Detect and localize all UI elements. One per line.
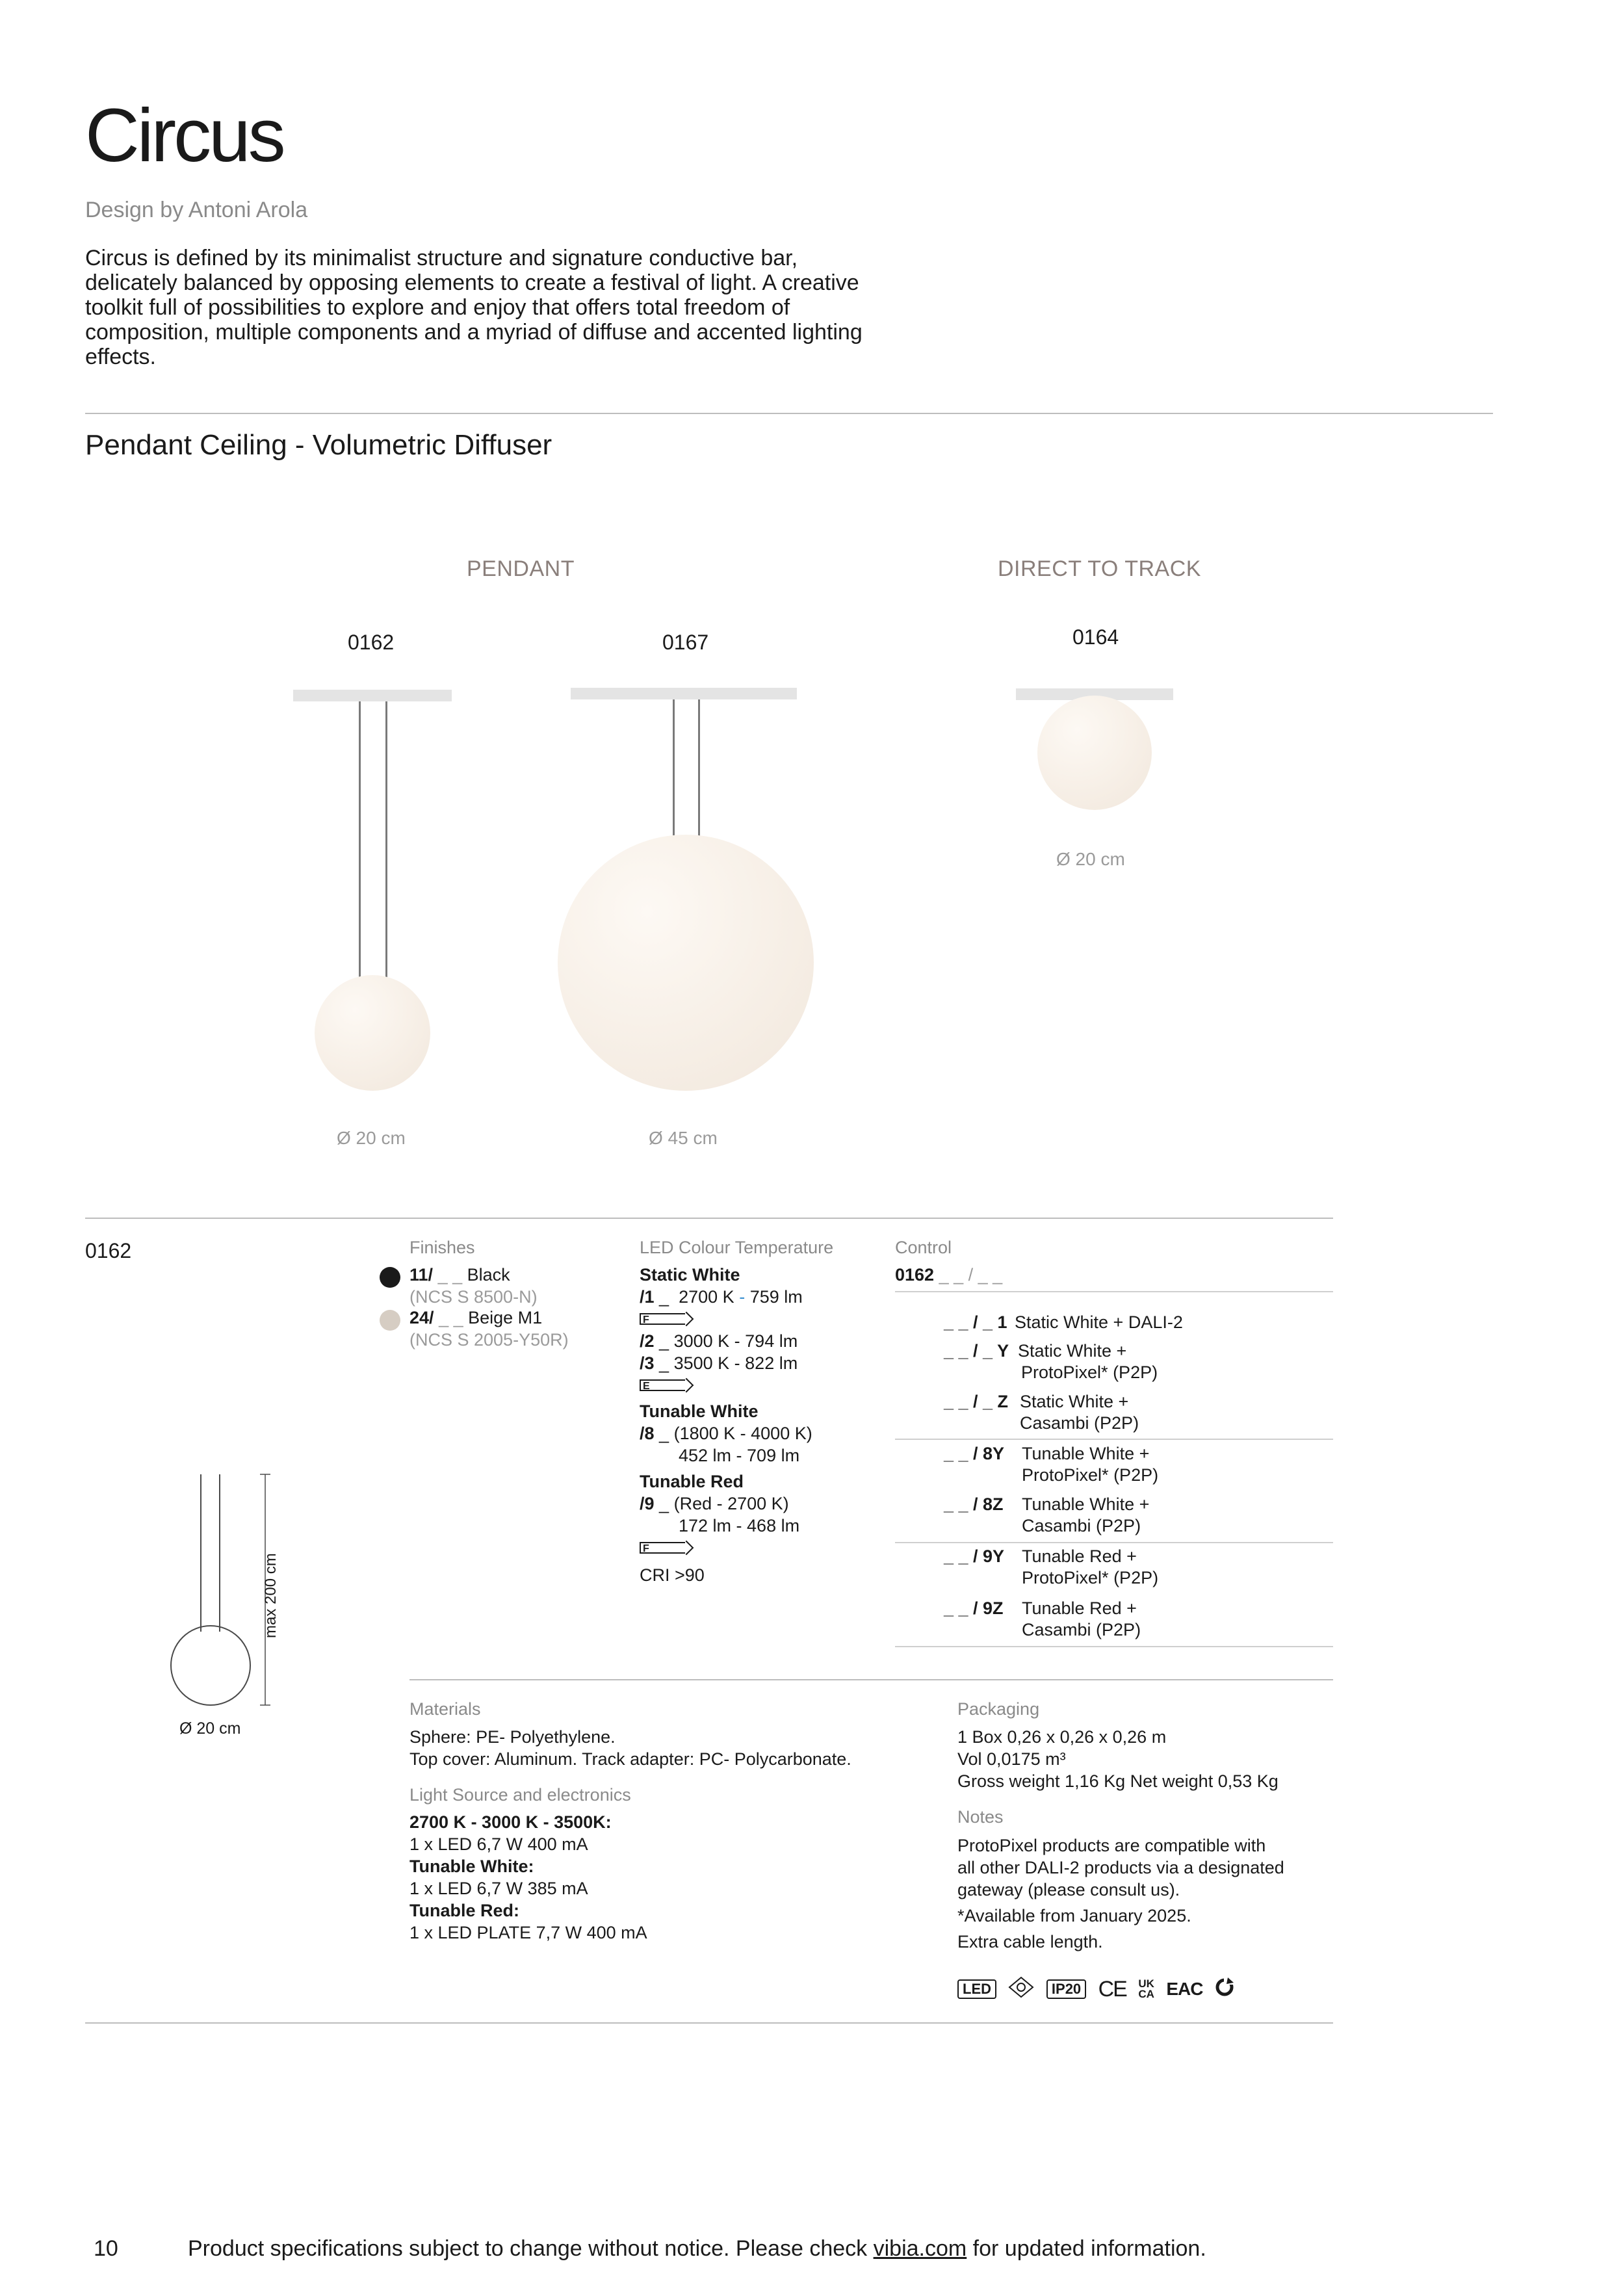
diameter-label: Ø 45 cm [649,1128,718,1148]
diameter-label: Ø 20 cm [1056,849,1125,869]
divider [409,1679,1333,1680]
sphere-diffuser [558,835,814,1091]
product-code-0167: 0167 [662,631,709,654]
designer-credit: Design by Antoni Arola [85,198,308,222]
led-cert-icon: LED [957,1979,996,1999]
product-code-0164: 0164 [1072,625,1119,649]
product-code-0162: 0162 [348,631,395,654]
energy-label-f: F [640,1313,693,1327]
ip20-cert-icon: IP20 [1046,1979,1086,1999]
divider [85,1218,1333,1219]
led-options: Static White /1 _ 2700 K - 759 lm F /2 _ 3000 K - 794 lm /3 _ 3500 K - 822 lm E Tunable White /8 _ (1800 K - 4000 K) 452 lm - 709 lm Tunable Red /9 _ (Red - 2700 K) 172 lm - 468 lm F CRI >90 [640,1265,812,1585]
ce-mark-icon: CE [1098,1976,1126,2002]
sphere-diffuser [315,975,430,1091]
drawing-sphere [171,1626,250,1705]
technical-drawing [162,1469,305,1742]
spec-product-code: 0162 [85,1239,132,1262]
drawing-diameter-label: Ø 20 cm [179,1719,241,1738]
light-source-text: 2700 K - 3000 K - 3500K: 1 x LED 6,7 W 400 mA Tunable White: 1 x LED 6,7 W 385 mA Tunable Red: 1 x LED PLATE 7,7 W 400 mA [409,1812,647,1942]
diameter-label: Ø 20 cm [337,1128,406,1148]
suspension-cable [359,701,361,981]
ukca-mark-icon: UK CA [1138,1977,1154,2000]
section-title: Pendant Ceiling - Volumetric Diffuser [85,429,552,461]
packaging-text: 1 Box 0,26 x 0,26 x 0,26 m Vol 0,0175 m³ Gross weight 1,16 Kg Net weight 0,53 Kg [957,1727,1279,1791]
light-source-heading: Light Source and electronics [409,1785,631,1805]
sphere-diffuser [1037,696,1152,810]
track-label: DIRECT TO TRACK [998,556,1201,581]
materials-text: Sphere: PE- Polyethylene. Top cover: Aluminum. Track adapter: PC- Polycarbonate. [409,1727,851,1769]
control-heading: Control [895,1238,952,1257]
finish-black: 11/ _ _ Black (NCS S 8500-N) [409,1265,538,1307]
page-title: Circus [85,93,283,177]
recycle-cert-icon [1215,1976,1234,2002]
footer-disclaimer: Product specifications subject to change without notice. Please check vibia.com for updated information. [188,2236,1206,2261]
packaging-heading: Packaging [957,1699,1040,1719]
led-heading: LED Colour Temperature [640,1238,834,1257]
suspension-cable [673,699,675,841]
page-number: 10 [94,2236,118,2261]
energy-label-e: E [640,1379,693,1394]
ceiling-canopy [293,690,452,701]
certification-row [957,1976,1243,2002]
notes-heading: Notes [957,1807,1004,1827]
divider [85,413,1493,414]
materials-heading: Materials [409,1699,481,1719]
intro-paragraph: Circus is defined by its minimalist structure and signature conductive bar, delicately balanced by opposing elements to create a festival of light. A creative toolkit full of possibilities to explore and enjoy that offers total freedom of composition, multiple components and a myriad of diffuse and accented lighting effects. [85,246,863,369]
height-label: max 200 cm [262,1553,279,1638]
energy-label-f: F [640,1542,693,1556]
control-code: 0162 _ _ / _ _ [895,1265,1003,1285]
finish-beige: 24/ _ _ Beige M1 (NCS S 2005-Y50R) [409,1308,569,1350]
divider [85,2022,1333,2024]
dimmable-cert-icon [1008,1976,1034,2002]
suspension-cable [385,701,387,981]
finish-swatch-black[interactable] [380,1267,400,1288]
eac-mark-icon: EAC [1166,1979,1203,1999]
finish-swatch-beige[interactable] [380,1310,400,1331]
pendant-label: PENDANT [467,556,575,581]
ceiling-canopy [571,688,797,699]
notes-text: ProtoPixel products are compatible with all other DALI-2 products via a designated gateway (please consult us). *Available from January 2025. Extra cable length. [957,1836,1284,1951]
finishes-heading: Finishes [409,1238,475,1257]
vibia-link[interactable]: vibia.com [873,2236,967,2261]
suspension-cable [698,699,700,841]
